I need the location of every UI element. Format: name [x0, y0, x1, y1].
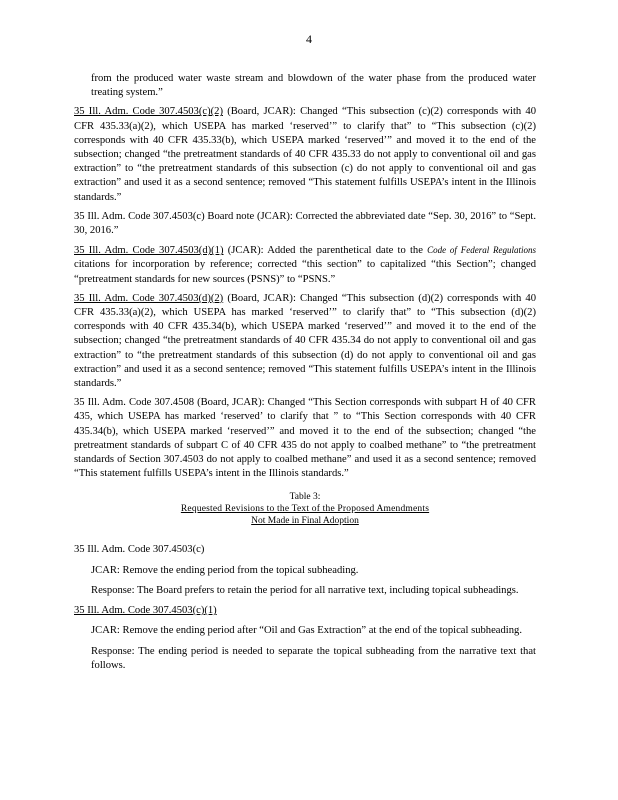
response-section [74, 543, 536, 598]
response-section [74, 604, 536, 673]
entry-text-prefix: (JCAR): Added the parenthetical date to the [223, 245, 428, 257]
page-content [74, 72, 536, 679]
page-number: 4 [306, 32, 312, 46]
section-heading: 35 Ill. Adm. Code 307.4503(c) [74, 544, 205, 556]
entry-text: citations for incorporation by reference; corrected “this section” to capitalized “this Section”; changed “pretreatment standards for new sources (PSNS)” to “PSNS.” [74, 259, 536, 285]
revision-entry [74, 243, 536, 287]
citation: 35 Ill. Adm. Code 307.4503(d)(1) [74, 245, 224, 257]
intro-continuation: from the produced water waste stream and blowdown of the water phase from the produced water treating system.” [91, 73, 536, 99]
table-caption [74, 491, 536, 527]
revision-entry [74, 396, 536, 481]
cfr-phrase: Code of Federal Regulations [427, 245, 537, 256]
board-response: Response: The ending period is needed to separate the topical subheading from the narrative text that follows. [91, 645, 536, 671]
entry-text: Changed “This Section corresponds with subpart H of 40 CFR 435, which USEPA has marked ‘reserved’ to clarify that ” to “This Section corresponds with 40 CFR 435.34(b), which USEPA marked ‘reserved’” and moved it to the end of the subsection; changed “the pretreatment standards of subpart C of 40 CFR 435 do not apply to coalbed methane” to “the pretreatment standards of Section 307.4503 do not apply to coalbed methane” and used it as a second sentence; removed “This statement fulfills USEPA’s intent in the Illinois standards.” [74, 397, 536, 480]
entry-text: (Board, JCAR): Changed “This subsection (c)(2) corresponds with 40 CFR 435.33(a)(2), which USEPA has marked ‘reserved’” to clarify that” to “This subsection (c)(2) corresponds with 40 CFR 435.33(b), which USEPA marked ‘reserved’” and moved it to the end of the subsection; changed “the pretreatment standards of 40 CFR 435.33 do not apply to conventional oil and gas extraction” to “the pretreatment standards of this subsection (c) do not apply to conventional oil and gas extraction” and used it as a second sentence; removed “This statement fulfills USEPA’s intent in the Illinois standards.” [74, 106, 537, 203]
board-response: Response: The Board prefers to retain the period for all narrative text, including topical subheadings. [91, 584, 519, 596]
citation: 35 Ill. Adm. Code 307.4503(c)(2) [74, 106, 223, 118]
revision-entry [74, 210, 536, 238]
citation: 35 Ill. Adm. Code 307.4503(d)(2) [74, 292, 224, 304]
revision-entry [74, 105, 536, 204]
table-number: Table 3: [289, 492, 321, 503]
jcar-comment: JCAR: Remove the ending period after “Oil and Gas Extraction” at the end of the topical subheading. [91, 625, 522, 637]
jcar-comment: JCAR: Remove the ending period from the topical subheading. [91, 564, 359, 576]
section-heading: 35 Ill. Adm. Code 307.4503(c)(1) [74, 605, 217, 617]
table-subtitle: Not Made in Final Adoption [251, 516, 359, 527]
entry-text: Corrected the abbreviated date “Sep. 30, 2016” to “Sept. 30, 2016.” [74, 210, 536, 237]
spacer [74, 527, 536, 537]
table-title: Requested Revisions to the Text of the Proposed Amendments [180, 504, 430, 515]
citation: 35 Ill. Adm. Code 307.4503(c) Board note (JCAR): [74, 210, 293, 222]
entry-text: (Board, JCAR): Changed “This subsection (d)(2) corresponds with 40 CFR 435.33(a)(2), which USEPA has marked ‘reserved’” to clarify that” to “This subsection (d)(2) corresponds with 40 CFR 435.34(b), which USEPA marked ‘reserved’” and moved it to the end of the subsection; changed “the pretreatment standards of 40 CFR 435.34 do not apply to conventional oil and gas extraction” to “the pretreatment standards of this subsection (d) do not apply to conventional oil and gas extraction” and used it as a second sentence; removed “This statement fulfills USEPA’s intent in the Illinois standards.” [74, 292, 536, 390]
citation: 35 Ill. Adm. Code 307.4508 (Board, JCAR): [74, 397, 265, 409]
revision-entry [74, 292, 536, 391]
